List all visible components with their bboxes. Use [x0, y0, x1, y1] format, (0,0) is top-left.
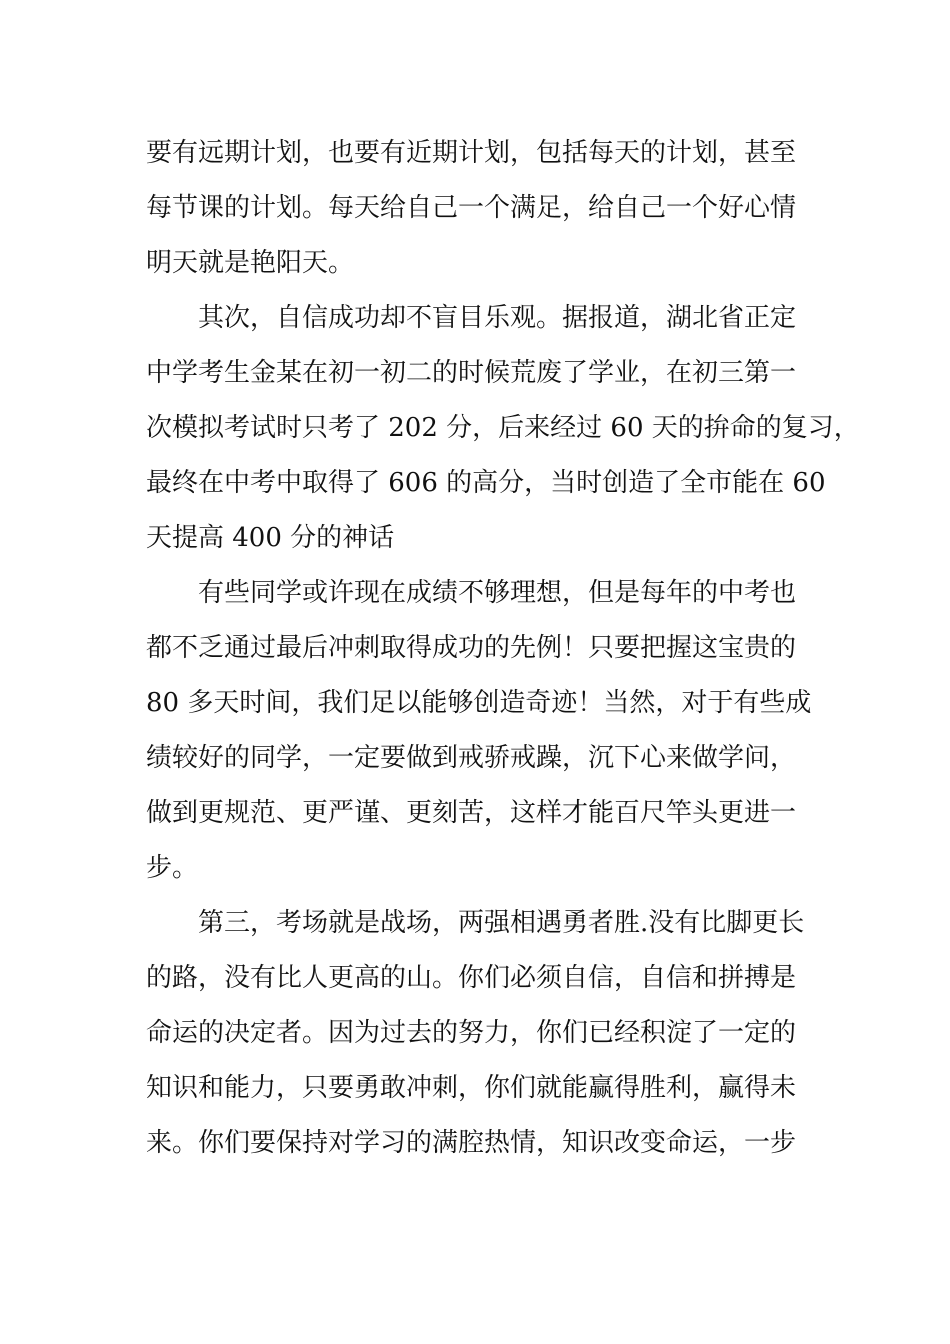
text-line: 的路，没有比人更高的山。你们必须自信，自信和拼搏是 — [146, 963, 797, 993]
paragraph-first-line: 第三，考场就是战场，两强相遇勇者胜.没有比脚更长 — [198, 908, 805, 938]
text-line: 明天就是艳阳天。 — [146, 248, 355, 278]
paragraph-first-line: 其次，自信成功却不盲目乐观。据报道，湖北省正定 — [198, 303, 797, 333]
text-line: 80 多天时间，我们足以能够创造奇迹！当然，对于有些成 — [146, 688, 812, 718]
text-line: 做到更规范、更严谨、更刻苦，这样才能百尺竿头更进一 — [146, 798, 797, 828]
text-line: 中学考生金某在初一初二的时候荒废了学业，在初三第一 — [146, 358, 797, 388]
text-line: 每节课的计划。每天给自己一个满足，给自己一个好心情 — [146, 193, 797, 223]
text-line: 天提高 400 分的神话 — [146, 523, 395, 553]
text-line: 命运的决定者。因为过去的努力，你们已经积淀了一定的 — [146, 1018, 797, 1048]
text-line: 次模拟考试时只考了 202 分，后来经过 60 天的拚命的复习， — [146, 413, 860, 443]
text-line: 绩较好的同学，一定要做到戒骄戒躁，沉下心来做学问， — [146, 743, 797, 773]
text-line: 步。 — [146, 853, 199, 883]
text-line: 来。你们要保持对学习的满腔热情，知识改变命运，一步 — [146, 1128, 797, 1158]
body-text — [146, 132, 860, 1177]
text-line: 知识和能力，只要勇敢冲刺，你们就能赢得胜利，赢得未 — [146, 1073, 797, 1103]
text-line: 都不乏通过最后冲刺取得成功的先例！只要把握这宝贵的 — [146, 633, 797, 663]
text-line: 最终在中考中取得了 606 的高分，当时创造了全市能在 60 — [146, 468, 826, 498]
text-line: 要有远期计划，也要有近期计划，包括每天的计划，甚至 — [146, 138, 797, 168]
paragraph-first-line: 有些同学或许现在成绩不够理想，但是每年的中考也 — [198, 578, 797, 608]
